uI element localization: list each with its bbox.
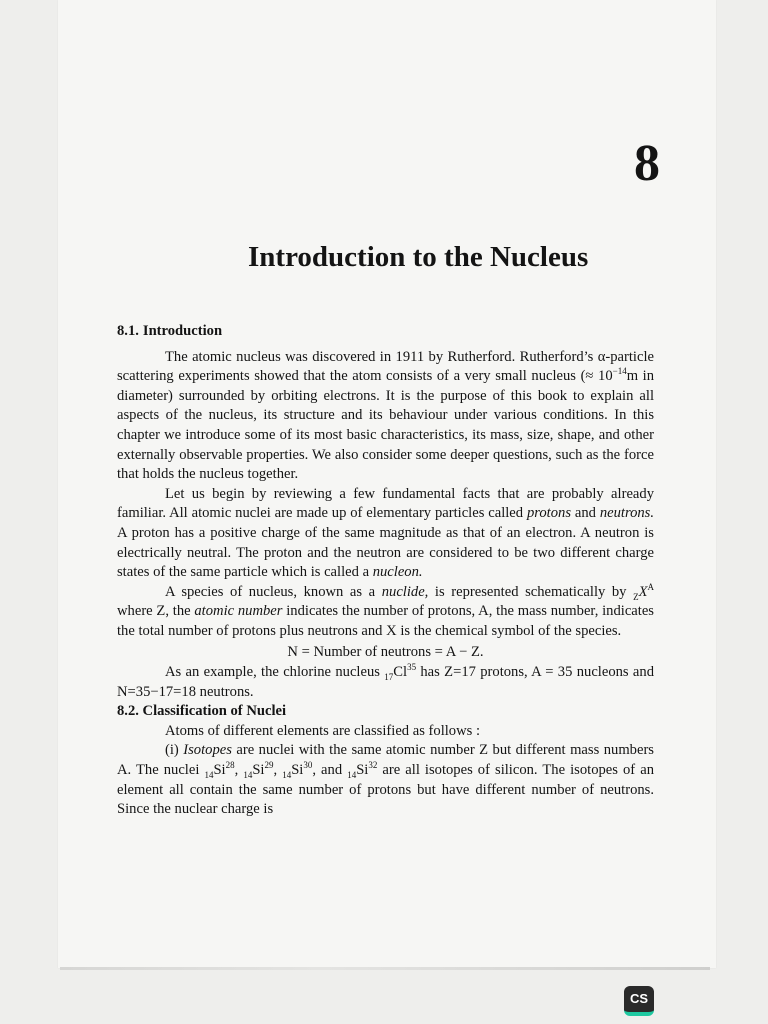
text-run: (i)	[165, 742, 184, 759]
paragraph-discovery	[117, 348, 654, 485]
subscript: 17	[384, 672, 394, 682]
subscript: 14	[204, 769, 214, 780]
text-run: The atomic nucleus was discovered in 1911 by Rutherford. Rutherford’s α-particle scattering experiments showed that the atom consists of a very small nucleus (≈ 10	[117, 348, 654, 385]
element-symbol: Cl	[393, 664, 408, 681]
superscript: A	[647, 581, 654, 592]
text-run: where Z, the	[117, 603, 195, 620]
section-title: Classification of Nuclei	[142, 703, 287, 720]
section-heading-classification	[117, 702, 654, 722]
section-heading-introduction	[117, 322, 654, 342]
term-nuclide: nuclide,	[381, 583, 429, 600]
term-isotopes: Isotopes	[183, 742, 232, 759]
superscript: 30	[303, 760, 313, 771]
chapter-title: Introduction to the Nucleus	[248, 241, 589, 273]
superscript: 29	[264, 760, 274, 771]
subscript: 14	[347, 769, 357, 780]
term-atomic-number: atomic number	[194, 603, 283, 620]
text-run: is represented schematically by	[428, 583, 634, 600]
superscript: 35	[407, 662, 417, 673]
term-neutrons: neutrons.	[599, 505, 654, 522]
section-number: 8.2.	[117, 703, 139, 720]
text-run: A species of nucleus, known as a	[165, 583, 382, 600]
text-run: ,	[273, 762, 283, 779]
term-nucleon: nucleon.	[372, 564, 423, 581]
text-run: m in diameter) surrounded by orbiting electrons. It is the purpose of this book to explain all aspects of the nucleus, its structure and its behaviour under various conditions. In this chapter we introduce some of its most basic characteristics, its mass, size, shape, and other externally observable properties. We also consider some deeper questions, such as the force that holds the nucleus together.	[117, 368, 654, 483]
term-protons: protons	[526, 505, 572, 522]
text-run: indicates the number of protons, A, the mass number, indicates the total number of protons plus neutrons and X is the chemical symbol of the species.	[117, 603, 654, 639]
neutron-formula: N = Number of neutrons = A − Z.	[287, 643, 484, 660]
element-symbol: Si	[213, 762, 226, 779]
subscript: Z	[633, 591, 639, 602]
superscript: −14	[612, 366, 627, 377]
section-title: Introduction	[142, 323, 223, 339]
element-symbol: Si	[291, 762, 304, 779]
superscript: 28	[225, 760, 235, 771]
symbol-x: X	[638, 583, 648, 600]
section-number: 8.1.	[117, 323, 139, 339]
paragraph-fundamentals	[117, 485, 654, 583]
text-run: Let us begin by reviewing a few fundamental facts that are probably already familiar. All atomic nuclei are made up of elementary particles called	[117, 485, 654, 522]
paragraph-nuclide	[117, 583, 654, 642]
subscript: 14	[282, 769, 292, 780]
chapter-number: 8	[634, 135, 660, 192]
text-run: A proton has a positive charge of the same magnitude as that of an electron. A neutron is electrically neutral. The proton and the neutron are considered to be two different charge states of the same particle which is called a	[117, 524, 654, 581]
camscanner-logo-icon: CS	[624, 986, 654, 1016]
superscript: 32	[368, 760, 378, 771]
paragraph-isotopes	[117, 741, 654, 819]
text-run: , and	[312, 762, 348, 779]
text-run: ,	[234, 762, 244, 779]
text-run: are all isotopes of silicon. The isotopes of an element all contain the same number of protons but have different number of neutrons. Since the nuclear charge is	[117, 762, 654, 818]
chapter-content	[117, 322, 654, 820]
text-run: are nuclei with the same atomic number Z but different mass numbers A. The nuclei	[117, 742, 654, 779]
text-run: As an example, the chlorine nucleus	[165, 664, 385, 681]
element-symbol: Si	[252, 762, 265, 779]
paragraph-classification-intro: Atoms of different elements are classified as follows :	[165, 722, 481, 739]
paragraph-chlorine-example	[117, 663, 654, 702]
subscript: 14	[243, 769, 253, 780]
page-edge	[60, 967, 710, 970]
text-run: and	[571, 505, 600, 522]
text-run: has Z=17 protons, A = 35 nucleons and N=35−17=18 neutrons.	[117, 664, 654, 700]
element-symbol: Si	[356, 762, 369, 779]
